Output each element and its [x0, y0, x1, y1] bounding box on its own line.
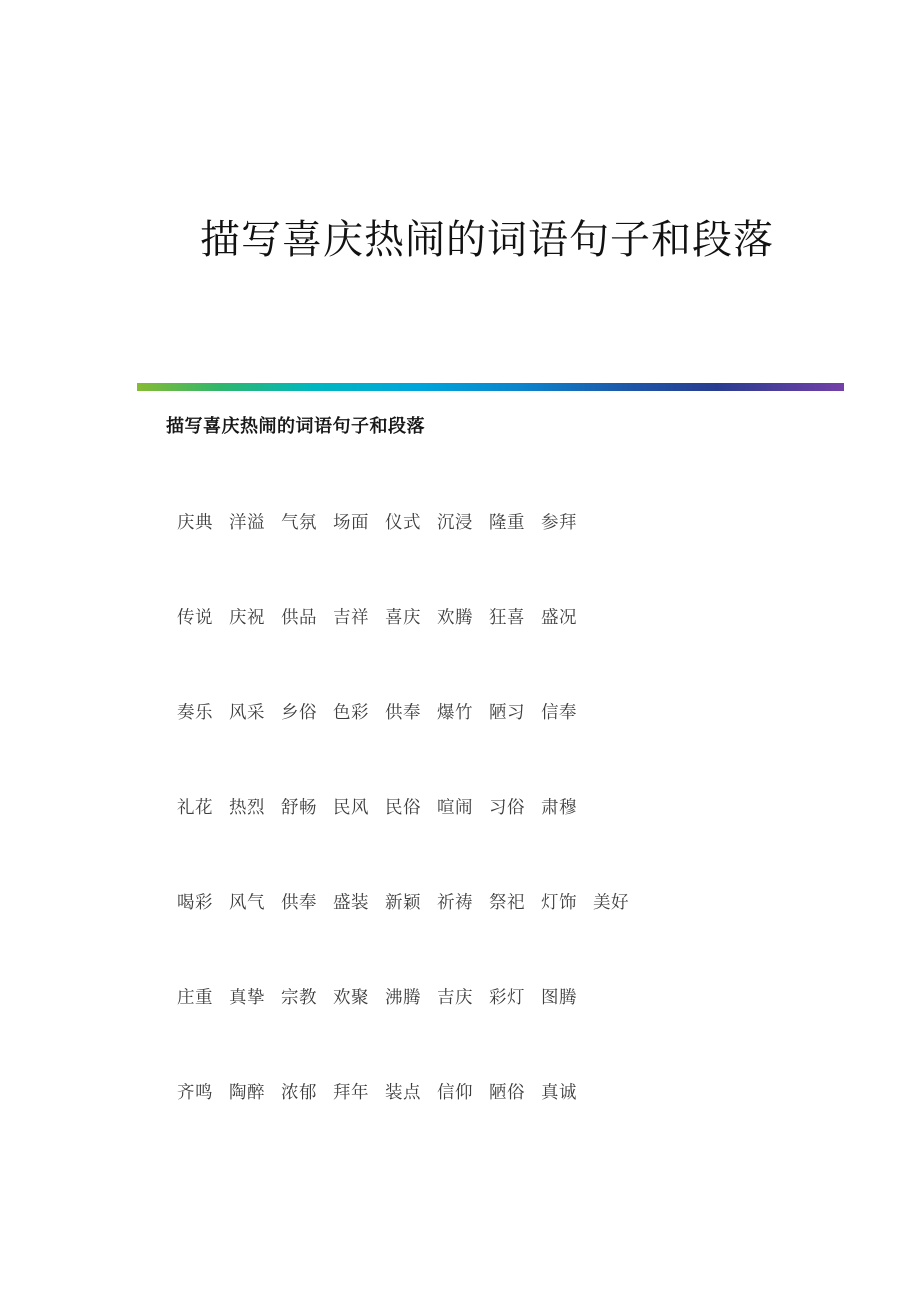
- word: 沸腾: [385, 988, 421, 1008]
- word: 拜年: [333, 1083, 369, 1103]
- word: 吉祥: [333, 608, 369, 628]
- word: 洋溢: [229, 513, 265, 533]
- word-row: [177, 1081, 577, 1105]
- word: 庄重: [177, 988, 213, 1008]
- word: 陋习: [489, 703, 525, 723]
- word: 美好: [593, 893, 629, 913]
- word: 奏乐: [177, 703, 213, 723]
- section-heading: 描写喜庆热闹的词语句子和段落: [166, 416, 425, 437]
- word: 庆祝: [229, 608, 265, 628]
- word: 陶醉: [229, 1083, 265, 1103]
- word: 信奉: [541, 703, 577, 723]
- word: 风采: [229, 703, 265, 723]
- word: 新颖: [385, 893, 421, 913]
- word: 色彩: [333, 703, 369, 723]
- word-row: [177, 986, 577, 1010]
- word-row: [177, 891, 629, 915]
- document-title: 描写喜庆热闹的词语句子和段落: [200, 217, 774, 263]
- word: 仪式: [385, 513, 421, 533]
- word: 供奉: [385, 703, 421, 723]
- word: 肃穆: [541, 798, 577, 818]
- word: 沉浸: [437, 513, 473, 533]
- word: 齐鸣: [177, 1083, 213, 1103]
- word: 供奉: [281, 893, 317, 913]
- word: 喜庆: [385, 608, 421, 628]
- word: 彩灯: [489, 988, 525, 1008]
- word: 庆典: [177, 513, 213, 533]
- word: 喝彩: [177, 893, 213, 913]
- word: 盛况: [541, 608, 577, 628]
- word: 喧闹: [437, 798, 473, 818]
- word: 气氛: [281, 513, 317, 533]
- word: 爆竹: [437, 703, 473, 723]
- word: 祭祀: [489, 893, 525, 913]
- word: 供品: [281, 608, 317, 628]
- word: 吉庆: [437, 988, 473, 1008]
- word-row: [177, 606, 577, 630]
- word-row: [177, 701, 577, 725]
- word: 浓郁: [281, 1083, 317, 1103]
- word: 欢聚: [333, 988, 369, 1008]
- word: 陋俗: [489, 1083, 525, 1103]
- word-row: [177, 796, 577, 820]
- word: 热烈: [229, 798, 265, 818]
- word: 传说: [177, 608, 213, 628]
- word: 图腾: [541, 988, 577, 1008]
- word: 礼花: [177, 798, 213, 818]
- word: 装点: [385, 1083, 421, 1103]
- word: 真挚: [229, 988, 265, 1008]
- word: 舒畅: [281, 798, 317, 818]
- word: 祈祷: [437, 893, 473, 913]
- word-row: [177, 511, 577, 535]
- word: 真诚: [541, 1083, 577, 1103]
- word: 场面: [333, 513, 369, 533]
- word: 风气: [229, 893, 265, 913]
- word: 宗教: [281, 988, 317, 1008]
- word: 盛装: [333, 893, 369, 913]
- word: 参拜: [541, 513, 577, 533]
- word: 民俗: [385, 798, 421, 818]
- word: 信仰: [437, 1083, 473, 1103]
- word: 欢腾: [437, 608, 473, 628]
- word: 乡俗: [281, 703, 317, 723]
- word: 民风: [333, 798, 369, 818]
- word: 习俗: [489, 798, 525, 818]
- word: 隆重: [489, 513, 525, 533]
- word: 狂喜: [489, 608, 525, 628]
- word: 灯饰: [541, 893, 577, 913]
